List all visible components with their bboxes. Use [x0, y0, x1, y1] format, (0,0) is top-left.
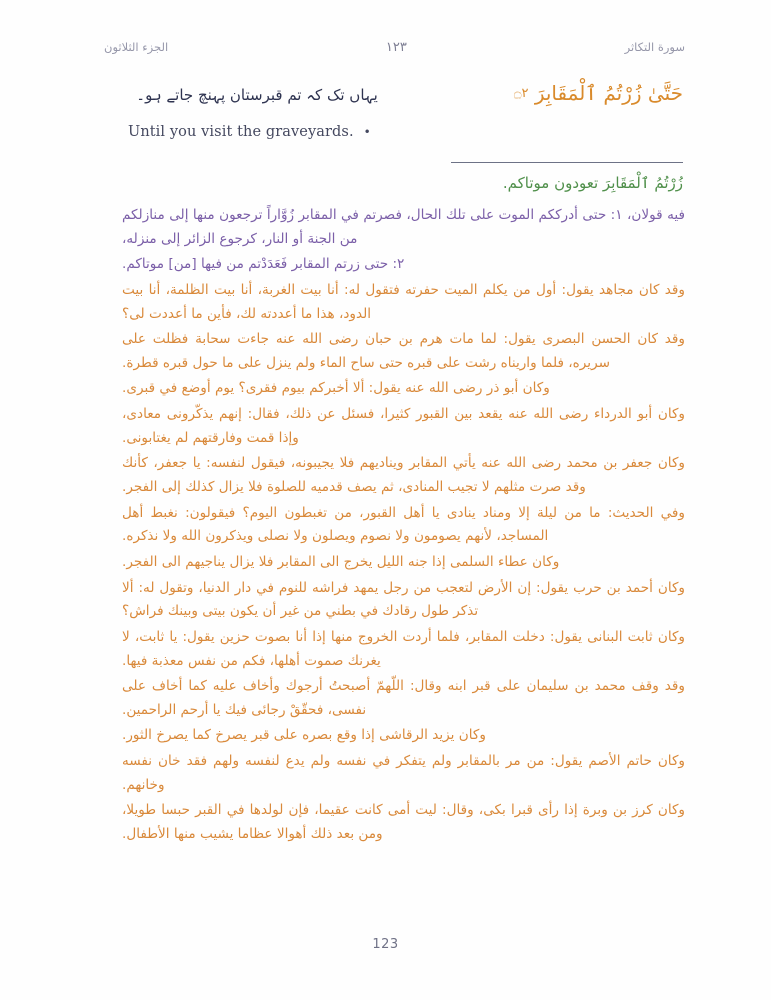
ayah-arabic-text: [496, 78, 683, 108]
body-paragraph: وفي الحديث: ما من ليلة إلا ومناد ينادى يا أهل القبور، من تغبطون اليوم؟ فيقولون: نغبط أهل المساجد، لأنهم يصومون ولا نصوم ويصلون ولا نصلى ويذكرون الله ولا نذكره.: [122, 504, 685, 545]
lemma-block: [383, 162, 683, 195]
lemma-divider-rule: [451, 162, 683, 163]
body-paragraph: وكان كرز بن وبرة إذا رأى قبرا بكى، وقال: ليت أمى كانت عقيما، فإن لولدها في القبر حبسا طويلا، ومن بعد ذلك أهوالا عظاما يشيب منها الأطفال.: [122, 802, 685, 843]
ayah-number-marker: ۝٢: [513, 86, 529, 101]
body-paragraph: وكان جعفر بن محمد رضى الله عنه يأتي المقابر ويناديهم فلا يجيبونه، فيقول لنفسه: يا جعفر، كأنك وقد صرت مثلهم لا تجيب المنادى، ثم يصف قدميه للصلوة فلا يزال كذلك إلى الفجر.: [122, 455, 685, 496]
commentary-body: [122, 204, 685, 849]
ayah-row: [110, 78, 683, 108]
body-paragraph: ٢: حتى زرتم المقابر فَعَدَدْتم من فيها [من] موتاكم.: [122, 256, 405, 273]
body-paragraph: فيه قولان، ١: حتى أدرككم الموت على تلك الحال، فصرتم في المقابر زُوَّاراً ترجعون منها إلى منازلكم من الجنة أو النار، كرجوع الزائر إلى منزله،: [122, 207, 685, 247]
ayah-english-translation: Until you visit the graveyards.: [128, 124, 354, 140]
folio-page-number: 123: [372, 937, 399, 952]
header-juz-name: الجزء الثلاثون: [104, 40, 169, 54]
body-paragraph: وكان أحمد بن حرب يقول: إن الأرض لتعجب من رجل يمهد فراشه للنوم في دار الدنيا، وتقول له: ألا تذكر طول رقادك في بطني من غير أن يكون بيتى وبينك فراش؟: [122, 579, 685, 620]
header-page-number-arabic: ١٢٣: [385, 39, 407, 55]
lemma-gloss-text: زُرْتُمُ ٱلْمَقَابِرَ تعودون موتاكم.: [502, 174, 683, 192]
english-bullet-marker: •: [363, 125, 371, 139]
body-paragraph: وكان أبو ذر رضى الله عنه يقول: ألا أخبركم بيوم فقرى؟ يوم أوضع في قبرى.: [122, 380, 550, 397]
body-paragraph: وكان عطاء السلمى إذا جنه الليل يخرج الى المقابر فلا يزال يناجيهم الى الفجر.: [122, 553, 560, 570]
ayah-arabic-words: حَتَّىٰ زُرْتُمُ ٱلْمَقَابِرَ: [534, 81, 683, 105]
body-paragraph: وقد كان الحسن البصرى يقول: لما مات هرم بن حبان رضى الله عنه جاءت سحابة فظلت على سريره، فلما واريناه رشت على قبره حتى ساح الماء ولم ينزل على ما حول قبره قطرة.: [122, 331, 685, 371]
body-paragraph: وقد كان مجاهد يقول: أول من يكلم الميت حفرته فتقول له: أنا بيت الغربة، أنا بيت الظلمة، أنا بيت الدود، هذا ما أعددته لك، فأين ما أعددت لى؟: [122, 281, 685, 322]
running-header: [104, 34, 685, 60]
header-surah-name: سورة التكاثر: [624, 40, 685, 54]
ayah-urdu-translation: یہاں تک کہ تم قبرستان پہنچ جاتے ہو۔: [136, 86, 378, 104]
body-paragraph: وقد وقف محمد بن سليمان على قبر ابنه وقال: اللّهمّ أصبحتُ أرجوك وأخاف عليه كما أخاف على نفسى، فحقّقْ رجائى فيك يا أرحم الراحمين.: [122, 678, 685, 718]
body-paragraph: وكان أبو الدرداء رضى الله عنه يقعد بين القبور كثيرا، فسئل عن ذلك، فقال: إنهم يذكّرونى معادى، وإذا قمت وفارقتهم لم يغتابونى.: [122, 406, 685, 446]
ayah-english-translation-line: [128, 124, 371, 140]
body-paragraph: وكان يزيد الرقاشى إذا وقع بصره على قبر يصرخ كما يصرخ الثور.: [122, 727, 486, 744]
body-paragraph: وكان ثابت البنانى يقول: دخلت المقابر، فلما أردت الخروج منها إذا أنا بصوت حزين يقول: يا ثابت، لا يغرنك صموت أهلها، فكم من نفس معذبة فيها.: [122, 628, 685, 669]
body-paragraph: وكان حاتم الأصم يقول: من مر بالمقابر ولم يتفكر في نفسه ولم يدع لنفسه ولهم فقد خان نفسه وخانهم.: [122, 753, 685, 793]
